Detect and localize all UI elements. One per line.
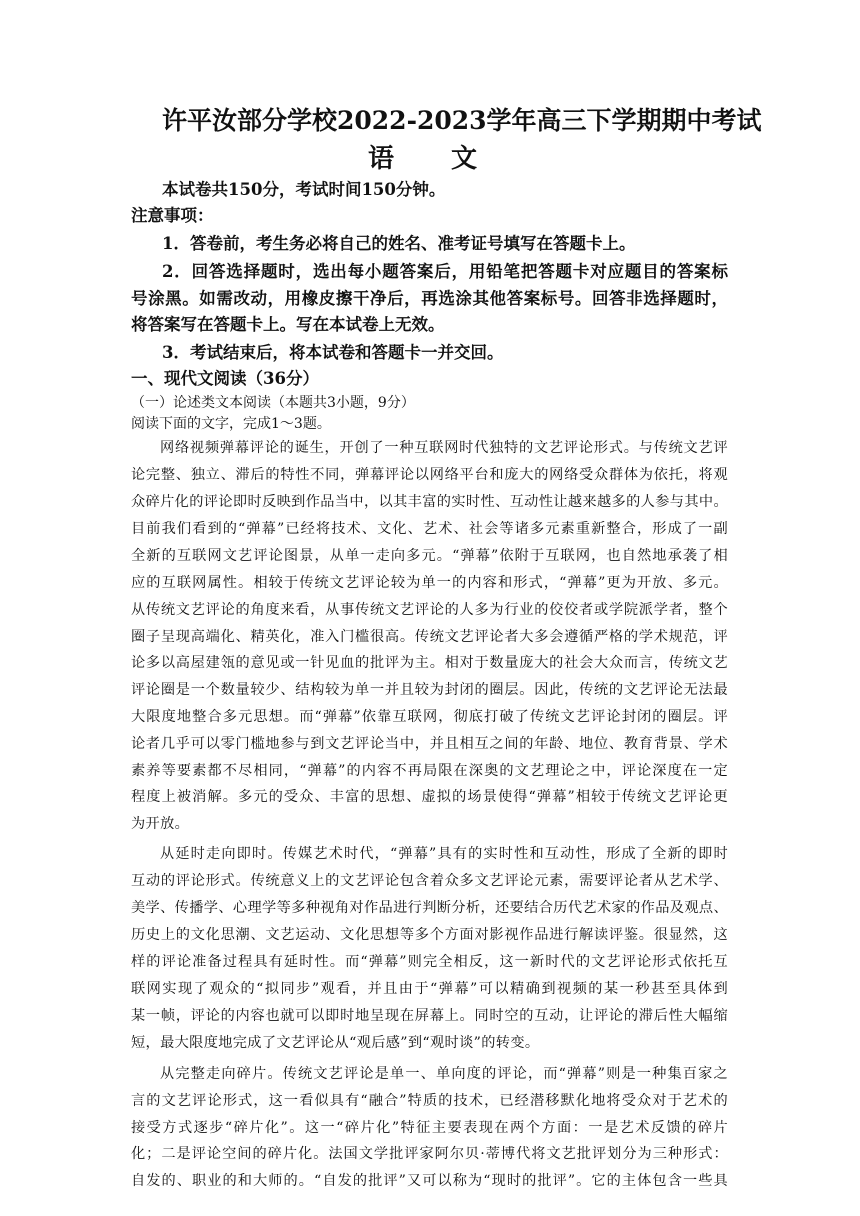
passage-line: 短，最大限度地完成了文艺评论从“观后感”到“观时谈”的转变。 [131,1035,540,1051]
passage-line: 自发的、职业的和大师的。“自发的批评”又可以称为“现时的批评”。它的主体包含一些具 [131,1173,728,1189]
notes-line: 号涂黑。如需改动，用橡皮擦干净后，再选涂其他答案标号。回答非选择题时， [131,289,728,308]
notes-line: 2．回答选择题时，选出每小题答案后，用铅笔把答题卡对应题目的答案标 [162,262,728,281]
section-heading: 一、现代文阅读（36分） [131,369,319,388]
passage-line: 接受方式逐步“碎片化”。这一“碎片化”特征主要表现在两个方面：一是艺术反馈的碎片 [131,1120,728,1136]
passage-line: 为开放。 [131,816,190,832]
passage-line: 论完整、独立、滞后的特性不同，弹幕评论以网络平台和庞大的网络受众群体为依托，将观 [131,467,728,483]
passage-line: 素养等要素都不尽相同，“弹幕”的内容不再局限在深奥的文艺理论之中，评论深度在一定 [131,763,728,779]
passage-line: 联网实现了观众的“拟同步”观看，并且由于“弹幕”可以精确到视频的某一秒甚至具体到 [131,981,728,997]
passage-line: 从传统文艺评论的角度来看，从事传统文艺评论的人多为行业的佼佼者或学院派学者，整个 [131,602,728,618]
notes-line: 1．答卷前，考生务必将自己的姓名、准考证号填写在答题卡上。 [162,234,636,253]
reading-instruction: 阅读下面的文字，完成1～3题。 [131,416,331,432]
passage-line: 众碎片化的评论即时反映到作品当中，以其丰富的实时性、互动性让越来越多的人参与其中。 [131,494,728,510]
exam-title: 许平汝部分学校2022-2023学年高三下学期期中考试 [162,106,762,135]
passage-line: 应的互联网属性。相较于传统文艺评论较为单一的内容和形式，“弹幕”更为开放、多元。 [131,575,728,591]
notes-heading: 注意事项： [131,206,214,225]
notes-line: 将答案写在答题卡上。写在本试卷上无效。 [131,315,445,334]
passage-line: 美学、传播学、心理学等多种视角对作品进行判断分析，还要结合历代艺术家的作品及观点、 [131,900,728,916]
passage-line: 样的评论准备过程具有延时性。而“弹幕”则完全相反，这一新时代的文艺评论形式依托互 [131,954,728,970]
exam-info: 本试卷共150分，考试时间150分钟。 [162,180,446,199]
passage-line: 程度上被消解。多元的受众、丰富的思想、虚拟的场景使得“弹幕”相较于传统文艺评论更 [131,789,728,805]
passage-line: 互动的评论形式。传统意义上的文艺评论包含着众多文艺评论元素，需要评论者从艺术学、 [131,873,728,889]
passage-line: 圈子呈现高端化、精英化，准入门槛很高。传统文艺评论者大多会遵循严格的学术规范，评 [131,629,728,645]
passage-line: 言的文艺评论形式，这一看似具有“融合”特质的技术，已经潜移默化地将受众对于艺术的 [131,1093,728,1109]
passage-line: 化；二是评论空间的碎片化。法国文学批评家阿尔贝·蒂博代将文艺批评划分为三种形式： [131,1146,728,1162]
passage-line: 大限度地整合多元思想。而“弹幕”依靠互联网，彻底打破了传统文艺评论封闭的圈层。评 [131,709,728,725]
passage-line: 某一帧，评论的内容也就可以即时地呈现在屏幕上。同时空的互动，让评论的滞后性大幅缩 [131,1008,728,1024]
subsection-heading: （一）论述类文本阅读（本题共3小题，9分） [131,395,415,411]
notes-line: 3．考试结束后，将本试卷和答题卡一并交回。 [162,343,504,362]
passage-line: 从延时走向即时。传媒艺术时代，“弹幕”具有的实时性和互动性，形成了全新的即时 [160,846,728,862]
passage-line: 目前我们看到的“弹幕”已经将技术、文化、艺术、社会等诸多元素重新整合，形成了一副 [131,521,728,537]
exam-subject: 语 文 [368,144,502,174]
passage-line: 历史上的文化思潮、文艺运动、文化思想等多个方面对影视作品进行解读评鉴。很显然，这 [131,927,728,943]
passage-line: 全新的互联网文艺评论图景，从单一走向多元。“弹幕”依附于互联网，也自然地承袭了相 [131,548,728,564]
passage-line: 评论圈是一个数量较少、结构较为单一并且较为封闭的圈层。因此，传统的文艺评论无法最 [131,682,728,698]
passage-line: 从完整走向碎片。传统文艺评论是单一、单向度的评论，而“弹幕”则是一种集百家之 [160,1066,728,1082]
passage-line: 网络视频弹幕评论的诞生，开创了一种互联网时代独特的文艺评论形式。与传统文艺评 [160,440,728,456]
passage-line: 论者几乎可以零门槛地参与到文艺评论当中，并且相互之间的年龄、地位、教育背景、学术 [131,736,728,752]
passage-line: 论多以高屋建瓴的意见或一针见血的批评为主。相对于数量庞大的社会大众而言，传统文艺 [131,655,728,671]
